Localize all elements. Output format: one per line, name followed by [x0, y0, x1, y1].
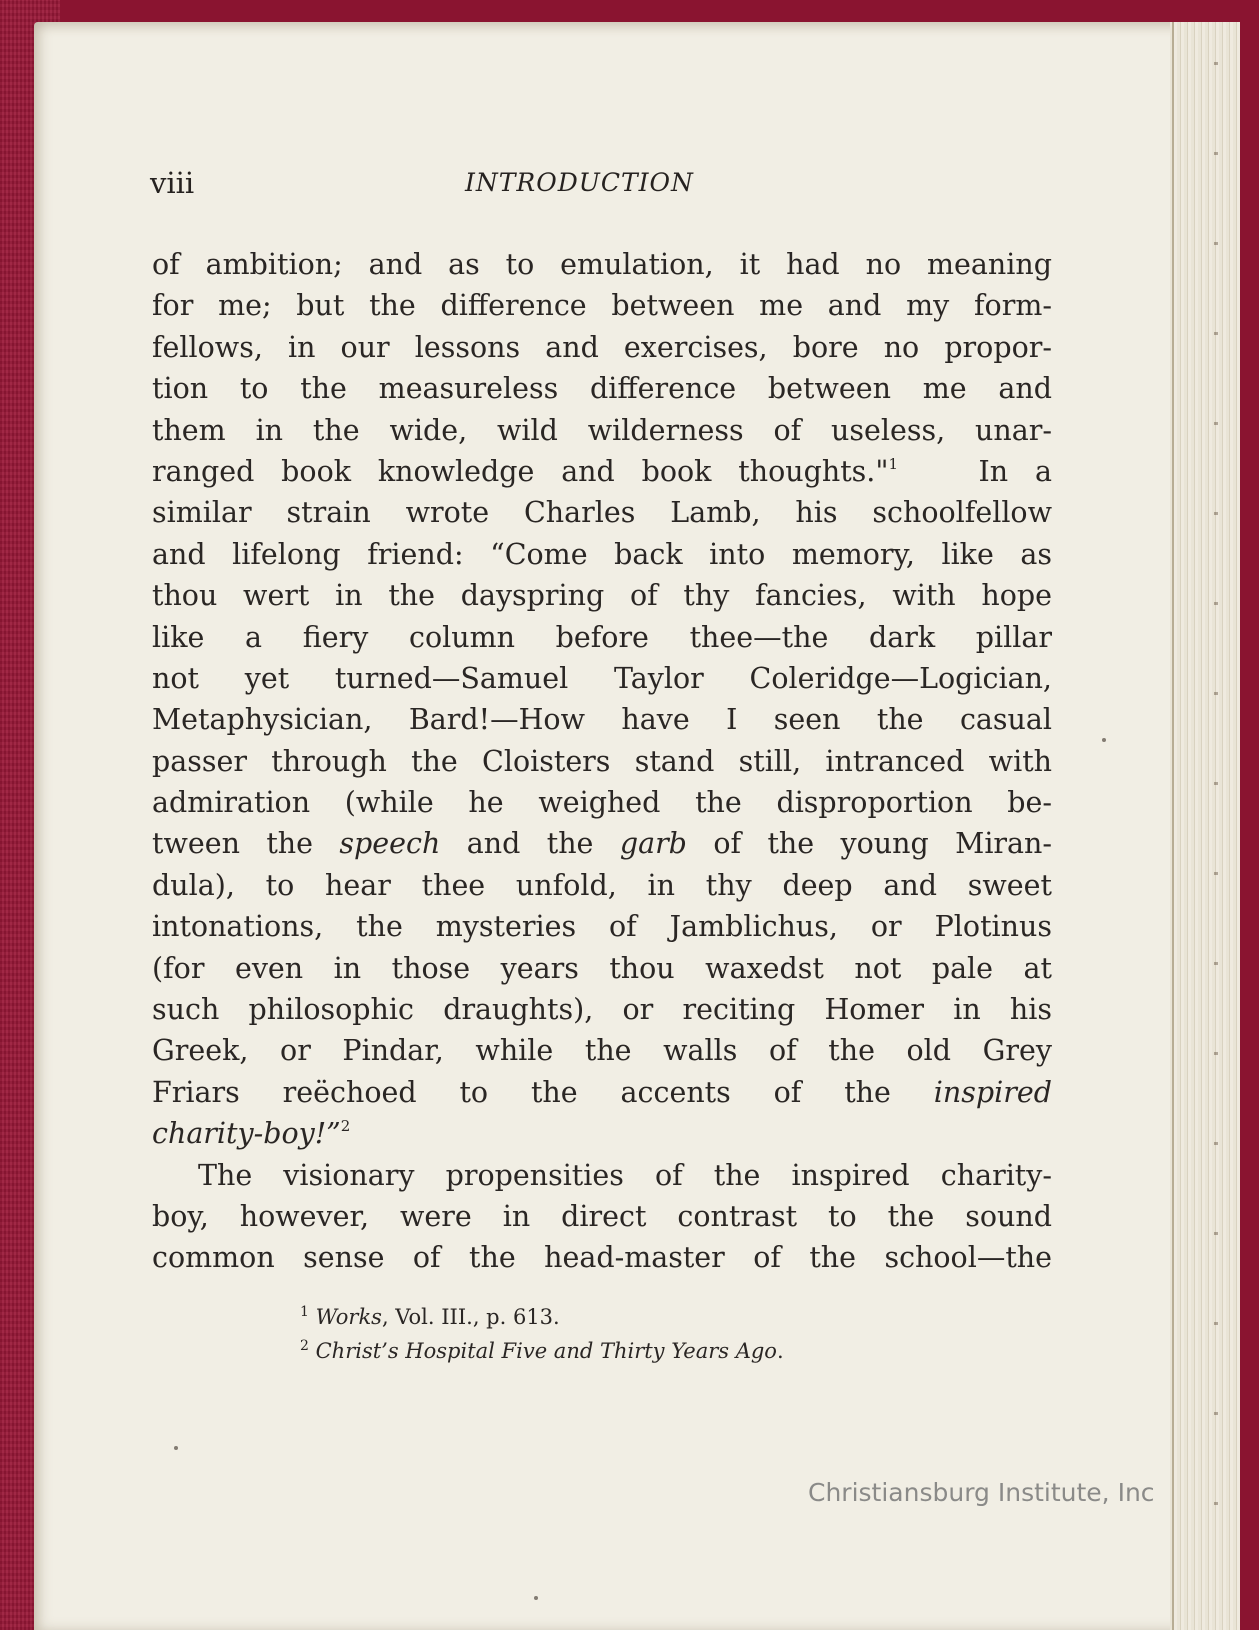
watermark: Christiansburg Institute, Inc [808, 1478, 1155, 1507]
italic-word: speech [339, 827, 441, 861]
text-line: them in the wide, wild wilderness of useless, unar- [152, 413, 1052, 447]
running-head: INTRODUCTION [465, 168, 694, 197]
text-line: thou wert in the dayspring of thy fancies, with hope [152, 579, 1052, 613]
footnote-ref-1: 1 [888, 454, 899, 473]
text-fragment: and the [466, 827, 594, 861]
text-line: Greek, or Pindar, while the walls of the old Grey [152, 1034, 1052, 1068]
footnote-2 [300, 1334, 1000, 1368]
text-fragment: tween the [152, 827, 314, 861]
italic-word: inspired [933, 1075, 1052, 1109]
text-line: admiration (while he weighed the disproportion be- [152, 786, 1052, 820]
footnote-marker: 1 [300, 1304, 309, 1320]
body-text [152, 244, 1052, 1279]
text-line: common sense of the head-master of the school—the [152, 1241, 1052, 1275]
page-header [150, 166, 1050, 206]
text-fragment: In a [978, 454, 1052, 488]
italic-word: charity-boy!” [152, 1117, 341, 1151]
italic-word: garb [619, 827, 687, 861]
page-number: viii [150, 166, 195, 200]
text-line: not yet turned—Samuel Taylor Coleridge—Logician, [152, 661, 1052, 695]
footnote-1 [300, 1300, 1000, 1334]
text-line: dula), to hear thee unfold, in thy deep and sweet [152, 868, 1052, 902]
text-line: (for even in those years thou waxedst not pale at [152, 951, 1052, 985]
text-line [152, 823, 1052, 864]
edge-marks [1214, 62, 1218, 1562]
text-line: and lifelong friend: “Come back into memory, like as [152, 537, 1052, 571]
footnote-rest: , Vol. III., p. 613. [381, 1305, 560, 1329]
footnote-ref-2: 2 [340, 1117, 351, 1136]
text-line: for me; but the difference between me and my form- [152, 289, 1052, 323]
paper-speck [534, 1596, 538, 1600]
footnote-title: Works [315, 1305, 382, 1329]
paper-speck [1102, 738, 1106, 742]
text-fragment: Friars reëchoed to the accents of the [152, 1075, 891, 1109]
text-line: similar strain wrote Charles Lamb, his schoolfellow [152, 496, 1052, 530]
text-line: of ambition; and as to emulation, it had no meaning [152, 248, 1052, 281]
text-line: like a fiery column before thee—the dark pillar [152, 620, 1052, 654]
text-line [152, 1113, 1052, 1154]
footnotes [300, 1300, 1000, 1368]
gutter-line [1172, 22, 1174, 1630]
text-fragment: ranged book knowledge and book thoughts." [152, 454, 889, 488]
paper-speck [174, 1446, 178, 1450]
text-line [152, 451, 1052, 492]
text-line: Metaphysician, Bard!—How have I seen the casual [152, 703, 1052, 737]
text-line: boy, however, were in direct contrast to the sound [152, 1199, 1052, 1233]
text-line: intonations, the mysteries of Jamblichus, or Plotinus [152, 910, 1052, 944]
text-line: passer through the Cloisters stand still, intranced with [152, 744, 1052, 778]
footnote-title: Christ’s Hospital Five and Thirty Years Ago [315, 1339, 777, 1363]
text-line: tion to the measureless difference between me and [152, 372, 1052, 406]
text-line: such philosophic draughts), or reciting Homer in his [152, 993, 1052, 1027]
page-edges [1170, 22, 1240, 1630]
footnote-marker: 2 [300, 1338, 309, 1354]
text-line: The visionary propensities of the inspired charity- [198, 1158, 1052, 1192]
text-line: fellows, in our lessons and exercises, bore no propor- [152, 330, 1052, 364]
text-fragment: of the young Miran- [713, 827, 1053, 861]
text-line [152, 1072, 1052, 1113]
footnote-rest: . [776, 1339, 784, 1363]
